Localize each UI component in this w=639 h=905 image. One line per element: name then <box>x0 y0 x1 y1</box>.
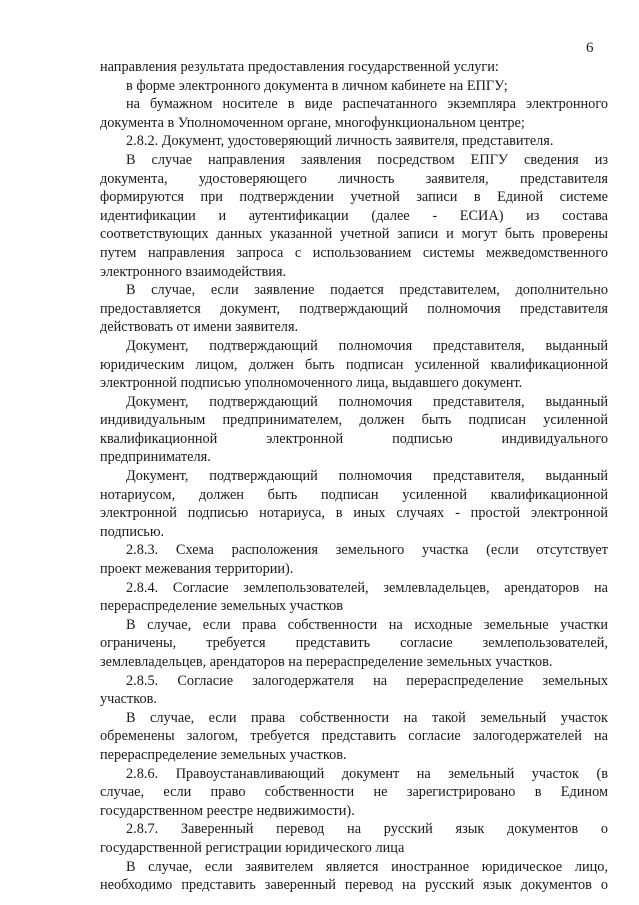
text-line: идентификации и аутентификации (далее - ЕСИА) из состава <box>100 207 608 224</box>
text-line: предпринимателя. <box>100 449 211 466</box>
document-body <box>100 58 608 895</box>
text-line: 2.8.2. Документ, удостоверяющий личность заявителя, представителя. <box>126 133 554 150</box>
text-line: ограничены, требуется представить согласие землепользователей, <box>100 635 608 652</box>
text-line: предоставляется документ, подтверждающий полномочия представителя <box>100 300 608 317</box>
text-line: квалификационной электронной подписью индивидуального <box>100 430 608 447</box>
text-line: В случае направления заявления посредством ЕПГУ сведения из <box>126 151 608 168</box>
text-line: перераспределение земельных участков <box>100 598 344 615</box>
page-number: 6 <box>586 40 594 56</box>
text-line: Документ, подтверждающий полномочия представителя, выданный <box>126 468 608 485</box>
text-line: в форме электронного документа в личном кабинете на ЕПГУ; <box>126 77 508 94</box>
text-line: В случае, если заявителем является иностранное юридическое лицо, <box>126 858 608 875</box>
text-line: Документ, подтверждающий полномочия представителя, выданный <box>126 337 608 354</box>
text-line: 2.8.4. Согласие землепользователей, землевладельцев, арендаторов на <box>126 579 608 596</box>
text-line: государственном реестре недвижимости). <box>100 802 355 819</box>
text-line: соответствующих данных указанной учетной записи и могут быть проверены <box>100 226 608 243</box>
text-line: землевладельцев, арендаторов на перераспределение земельных участков. <box>100 654 553 670</box>
text-line: Документ, подтверждающий полномочия представителя, выданный <box>126 393 608 410</box>
text-line: В случае, если права собственности на такой земельный участок <box>126 709 608 726</box>
text-line: действовать от имени заявителя. <box>100 319 299 336</box>
text-line: формируются при подтверждении учетной записи в Единой системе <box>100 189 608 206</box>
text-line: нотариусом, должен быть подписан усиленной квалификационной <box>100 486 608 503</box>
text-line: 2.8.5. Согласие залогодержателя на перераспределение земельных <box>126 672 608 689</box>
text-line: 2.8.7. Заверенный перевод на русский язык документов о <box>126 821 608 838</box>
text-line: необходимо представить заверенный перевод на русский язык документов о <box>100 877 608 894</box>
text-line: документа в Уполномоченном органе, многофункциональном центре; <box>100 114 525 131</box>
text-line: направления результата предоставления государственной услуги: <box>100 59 499 75</box>
text-line: 2.8.6. Правоустанавливающий документ на земельный участок (в <box>126 765 608 782</box>
text-line: индивидуальным предпринимателем, должен быть подписан усиленной <box>100 412 608 429</box>
text-line: проект межевания территории). <box>100 561 294 578</box>
text-line: участков. <box>100 691 157 708</box>
text-line: 2.8.3. Схема расположения земельного участка (если отсутствует <box>126 542 608 559</box>
text-line: обременены залогом, требуется представить согласие залогодержателей на <box>100 728 608 745</box>
text-line: электронного взаимодействия. <box>100 263 287 280</box>
text-line: случае, если право собственности не зарегистрировано в Едином <box>100 784 608 801</box>
text-line: В случае, если права собственности на исходные земельные участки <box>126 616 608 633</box>
text-line: путем направления запроса с использованием системы межведомственного <box>100 244 608 261</box>
text-line: на бумажном носителе в виде распечатанного экземпляра электронного <box>126 96 608 113</box>
text-line: документа, удостоверяющего личность заявителя, представителя <box>100 170 608 187</box>
text-line: подписью. <box>100 523 165 540</box>
text-line: перераспределение земельных участков. <box>100 746 347 763</box>
text-line: юридическим лицом, должен быть подписан усиленной квалификационной <box>100 356 608 373</box>
text-line: электронной подписью уполномоченного лица, выдавшего документ. <box>100 375 523 392</box>
text-line: В случае, если заявление подается представителем, дополнительно <box>126 282 608 299</box>
text-line: электронной подписью нотариуса, в иных случаях - простой электронной <box>100 505 608 522</box>
text-line: государственной регистрации юридического лица <box>100 839 405 856</box>
